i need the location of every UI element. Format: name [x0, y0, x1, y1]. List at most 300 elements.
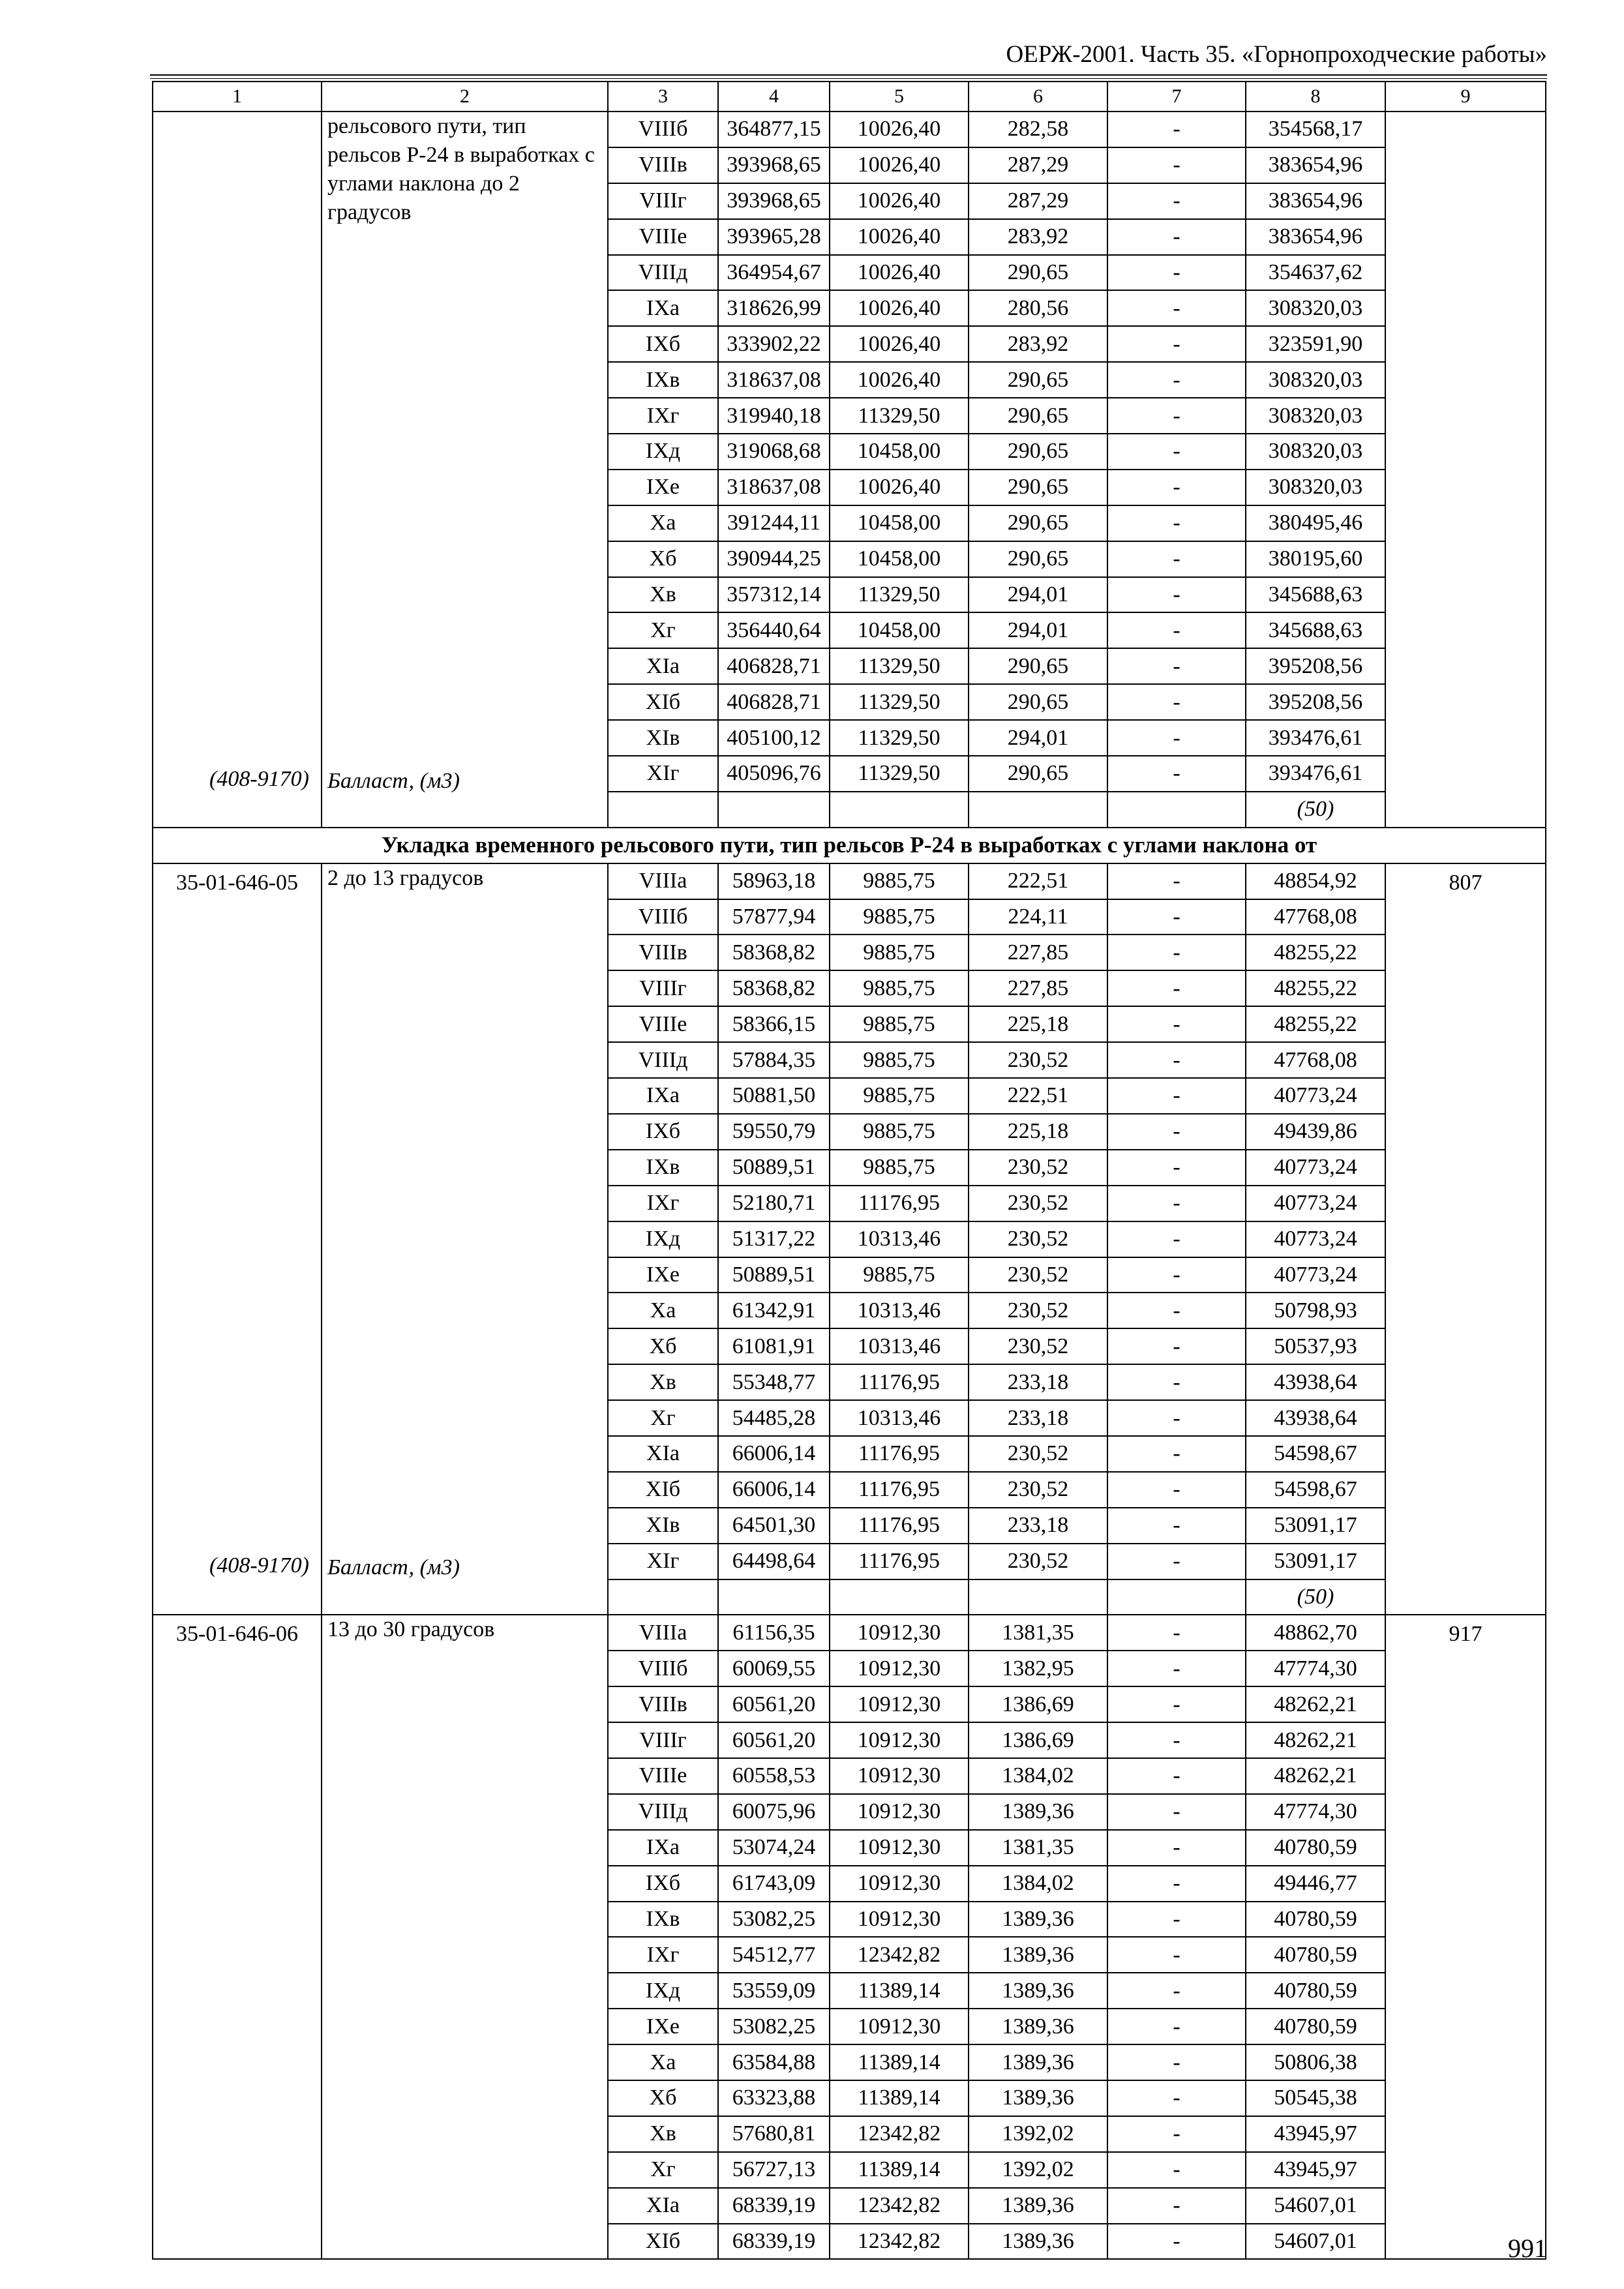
- column-number: 4: [718, 82, 830, 112]
- cell-col-3: XIг: [608, 756, 718, 792]
- cell-col-3: Xг: [608, 2152, 718, 2188]
- cell-col-5: 10026,40: [830, 470, 969, 505]
- cell-col-3: IXг: [608, 398, 718, 434]
- cell-col-4: 60561,20: [718, 1722, 830, 1758]
- cell-col-6: 227,85: [969, 935, 1107, 970]
- cell-col-6: 230,52: [969, 1042, 1107, 1078]
- cell-col-4: 53082,25: [718, 2009, 830, 2044]
- cell-col-7: -: [1107, 2152, 1246, 2188]
- cell-col-6: 1384,02: [969, 1866, 1107, 1902]
- cell-col-3: XIб: [608, 2224, 718, 2260]
- price-cell: [1385, 1615, 1546, 2259]
- column-number: 6: [969, 82, 1107, 112]
- cell-col-3: XIа: [608, 2188, 718, 2224]
- cell-col-7: -: [1107, 219, 1246, 255]
- cell-col-6: 224,11: [969, 899, 1107, 935]
- material-code: (408-9170): [209, 767, 309, 791]
- cell-col-3: Xб: [608, 1328, 718, 1364]
- cell-col-7: -: [1107, 1472, 1246, 1508]
- cell-col-7: -: [1107, 1293, 1246, 1328]
- cell-col-8: 40780,59: [1246, 1830, 1385, 1866]
- cell-col-6: 283,92: [969, 326, 1107, 362]
- cell-col-5: 10458,00: [830, 541, 969, 577]
- cell-col-4: 66006,14: [718, 1436, 830, 1472]
- cell-col-6: 222,51: [969, 863, 1107, 899]
- cell-col-5: 10026,40: [830, 290, 969, 326]
- cell-col-5: 9885,75: [830, 863, 969, 899]
- cell-col-4: 50889,51: [718, 1257, 830, 1293]
- cell-col-7: -: [1107, 1866, 1246, 1902]
- cell-col-6: 1386,69: [969, 1722, 1107, 1758]
- column-number: 8: [1246, 82, 1385, 112]
- cell-col-3: Xв: [608, 2116, 718, 2152]
- table-row: [153, 1615, 1546, 1651]
- cell-col-7: -: [1107, 470, 1246, 505]
- cell-col-8: 50545,38: [1246, 2080, 1385, 2116]
- cell-col-8: 47768,08: [1246, 1042, 1385, 1078]
- cell-col-3: XIа: [608, 1436, 718, 1472]
- cell-col-4: 333902,22: [718, 326, 830, 362]
- cell-col-6: 230,52: [969, 1472, 1107, 1508]
- work-description: рельсового пути, тип рельсов Р-24 в выработках с углами наклона до 2 градусов: [327, 114, 595, 224]
- cell-col-4: 406828,71: [718, 684, 830, 720]
- cell-col-7: -: [1107, 1221, 1246, 1257]
- cell-col-5: 9885,75: [830, 1042, 969, 1078]
- cell-col-5: 11176,95: [830, 1544, 969, 1579]
- cell-col-7: -: [1107, 970, 1246, 1006]
- material-quantity-value: (50): [1297, 797, 1334, 822]
- cell-col-3: Xг: [608, 1400, 718, 1436]
- material-empty-cell: [718, 792, 830, 828]
- cell-col-4: 364954,67: [718, 255, 830, 291]
- cell-col-6: 294,01: [969, 612, 1107, 648]
- rate-code-cell: [153, 863, 322, 1615]
- cell-col-4: 319940,18: [718, 398, 830, 434]
- cell-col-4: 68339,19: [718, 2224, 830, 2260]
- material-name: Балласт, (м3): [327, 769, 460, 793]
- cell-col-8: 40773,24: [1246, 1078, 1385, 1114]
- cell-col-3: IXд: [608, 1973, 718, 2009]
- cell-col-7: -: [1107, 756, 1246, 792]
- cell-col-3: IXе: [608, 470, 718, 505]
- cell-col-5: 11389,14: [830, 2044, 969, 2080]
- cell-col-6: 230,52: [969, 1293, 1107, 1328]
- cell-col-4: 53559,09: [718, 1973, 830, 2009]
- cell-col-5: 9885,75: [830, 1150, 969, 1186]
- cell-col-8: 40773,24: [1246, 1221, 1385, 1257]
- cell-col-3: VIIIа: [608, 1615, 718, 1651]
- cell-col-5: 10912,30: [830, 1830, 969, 1866]
- running-header: ОЕРЖ-2001. Часть 35. «Горнопроходческие работы»: [1006, 41, 1547, 68]
- cell-col-4: 364877,15: [718, 112, 830, 147]
- cell-col-6: 290,65: [969, 398, 1107, 434]
- cell-col-8: 43945,97: [1246, 2116, 1385, 2152]
- cell-col-5: 9885,75: [830, 1078, 969, 1114]
- cell-col-3: IXг: [608, 1186, 718, 1221]
- cell-col-4: 50881,50: [718, 1078, 830, 1114]
- cell-col-8: 393476,61: [1246, 756, 1385, 792]
- cell-col-7: -: [1107, 1758, 1246, 1794]
- cell-col-6: 290,65: [969, 505, 1107, 541]
- cell-col-6: 1389,36: [969, 2080, 1107, 2116]
- price-cell: [1385, 863, 1546, 1615]
- cell-col-5: 11176,95: [830, 1436, 969, 1472]
- material-empty-cell: [1107, 1579, 1246, 1615]
- cell-col-5: 10026,40: [830, 255, 969, 291]
- cell-col-4: 66006,14: [718, 1472, 830, 1508]
- cell-col-8: 49446,77: [1246, 1866, 1385, 1902]
- cell-col-4: 319068,68: [718, 434, 830, 470]
- cell-col-5: 9885,75: [830, 970, 969, 1006]
- cell-col-6: 233,18: [969, 1508, 1107, 1544]
- cell-col-3: IXг: [608, 1937, 718, 1973]
- cell-col-8: 395208,56: [1246, 684, 1385, 720]
- cell-col-8: 395208,56: [1246, 648, 1385, 684]
- unit-price: [1391, 112, 1540, 115]
- work-description-cell: [322, 863, 608, 1615]
- cell-col-8: 345688,63: [1246, 612, 1385, 648]
- cell-col-7: -: [1107, 183, 1246, 219]
- unit-price: 807: [1449, 870, 1482, 895]
- cell-col-4: 63323,88: [718, 2080, 830, 2116]
- cell-col-5: 10458,00: [830, 612, 969, 648]
- cell-col-6: 290,65: [969, 434, 1107, 470]
- material-empty-cell: [830, 792, 969, 828]
- material-empty-cell: [718, 1579, 830, 1615]
- cell-col-5: 11329,50: [830, 684, 969, 720]
- cell-col-7: -: [1107, 1328, 1246, 1364]
- cell-col-3: VIIIб: [608, 1651, 718, 1686]
- cell-col-8: 40773,24: [1246, 1186, 1385, 1221]
- cell-col-5: 11329,50: [830, 577, 969, 613]
- cell-col-6: 233,18: [969, 1364, 1107, 1400]
- rate-code-cell: [153, 1615, 322, 2259]
- cell-col-3: IXд: [608, 1221, 718, 1257]
- cell-col-3: Xг: [608, 612, 718, 648]
- cell-col-4: 61342,91: [718, 1293, 830, 1328]
- cell-col-3: Xа: [608, 505, 718, 541]
- cell-col-5: 10026,40: [830, 183, 969, 219]
- section-title-row: [153, 828, 1546, 863]
- cell-col-3: IXе: [608, 2009, 718, 2044]
- cell-col-6: 1389,36: [969, 2188, 1107, 2224]
- cell-col-4: 393968,65: [718, 183, 830, 219]
- cell-col-6: 283,92: [969, 219, 1107, 255]
- cell-col-7: -: [1107, 612, 1246, 648]
- work-description-cell: [322, 1615, 608, 2259]
- cell-col-4: 64501,30: [718, 1508, 830, 1544]
- cell-col-7: -: [1107, 720, 1246, 756]
- cell-col-8: 50798,93: [1246, 1293, 1385, 1328]
- cell-col-8: 48854,92: [1246, 863, 1385, 899]
- cell-col-8: 54607,01: [1246, 2188, 1385, 2224]
- cell-col-8: 54598,67: [1246, 1436, 1385, 1472]
- rates-table: [152, 81, 1546, 2260]
- cell-col-3: Xа: [608, 1293, 718, 1328]
- cell-col-5: 11176,95: [830, 1186, 969, 1221]
- cell-col-7: -: [1107, 648, 1246, 684]
- cell-col-8: 383654,96: [1246, 147, 1385, 183]
- cell-col-3: VIIIв: [608, 1686, 718, 1722]
- cell-col-6: 290,65: [969, 362, 1107, 398]
- cell-col-7: -: [1107, 1006, 1246, 1042]
- material-empty-cell: [1107, 792, 1246, 828]
- material-quantity: [1246, 792, 1385, 828]
- cell-col-5: 11176,95: [830, 1508, 969, 1544]
- cell-col-8: 54607,01: [1246, 2224, 1385, 2260]
- cell-col-4: 53074,24: [718, 1830, 830, 1866]
- column-number: 1: [153, 82, 322, 112]
- cell-col-4: 50889,51: [718, 1150, 830, 1186]
- cell-col-6: 282,58: [969, 112, 1107, 147]
- cell-col-6: 1389,36: [969, 2009, 1107, 2044]
- cell-col-6: 1389,36: [969, 1937, 1107, 1973]
- rate-code: 35-01-646-06: [176, 1622, 298, 1647]
- cell-col-8: 48255,22: [1246, 1006, 1385, 1042]
- cell-col-3: IXв: [608, 1150, 718, 1186]
- cell-col-4: 318637,08: [718, 470, 830, 505]
- cell-col-8: 48262,21: [1246, 1758, 1385, 1794]
- cell-col-3: IXа: [608, 1078, 718, 1114]
- cell-col-7: -: [1107, 290, 1246, 326]
- cell-col-3: VIIIд: [608, 1042, 718, 1078]
- cell-col-5: 10026,40: [830, 219, 969, 255]
- cell-col-3: VIIIе: [608, 1006, 718, 1042]
- cell-col-6: 1389,36: [969, 1973, 1107, 2009]
- cell-col-5: 9885,75: [830, 899, 969, 935]
- cell-col-4: 393968,65: [718, 147, 830, 183]
- cell-col-6: 225,18: [969, 1114, 1107, 1150]
- cell-col-8: 308320,03: [1246, 434, 1385, 470]
- cell-col-7: -: [1107, 1722, 1246, 1758]
- cell-col-7: -: [1107, 2080, 1246, 2116]
- cell-col-6: 230,52: [969, 1186, 1107, 1221]
- header-rule-thick: [150, 74, 1547, 76]
- cell-col-6: 230,52: [969, 1436, 1107, 1472]
- cell-col-8: 308320,03: [1246, 362, 1385, 398]
- cell-col-3: VIIIе: [608, 219, 718, 255]
- work-description: 13 до 30 градусов: [327, 1617, 495, 1642]
- cell-col-7: -: [1107, 1651, 1246, 1686]
- cell-col-6: 287,29: [969, 147, 1107, 183]
- cell-col-3: VIIIг: [608, 183, 718, 219]
- cell-col-4: 55348,77: [718, 1364, 830, 1400]
- cell-col-3: VIIIб: [608, 899, 718, 935]
- cell-col-8: 47774,30: [1246, 1651, 1385, 1686]
- cell-col-3: XIг: [608, 1544, 718, 1579]
- cell-col-3: Xв: [608, 577, 718, 613]
- cell-col-5: 11329,50: [830, 720, 969, 756]
- cell-col-3: IXа: [608, 290, 718, 326]
- cell-col-6: 290,65: [969, 470, 1107, 505]
- cell-col-7: -: [1107, 1686, 1246, 1722]
- cell-col-4: 357312,14: [718, 577, 830, 613]
- cell-col-4: 405096,76: [718, 756, 830, 792]
- cell-col-3: VIIIе: [608, 1758, 718, 1794]
- cell-col-3: XIб: [608, 1472, 718, 1508]
- cell-col-7: -: [1107, 1436, 1246, 1472]
- cell-col-3: VIIIд: [608, 255, 718, 291]
- cell-col-7: -: [1107, 1615, 1246, 1651]
- cell-col-5: 10026,40: [830, 362, 969, 398]
- cell-col-4: 59550,79: [718, 1114, 830, 1150]
- cell-col-3: Xб: [608, 2080, 718, 2116]
- cell-col-7: -: [1107, 1508, 1246, 1544]
- cell-col-7: -: [1107, 255, 1246, 291]
- cell-col-8: 50806,38: [1246, 2044, 1385, 2080]
- cell-col-8: 323591,90: [1246, 326, 1385, 362]
- cell-col-7: -: [1107, 1973, 1246, 2009]
- cell-col-6: 1389,36: [969, 2224, 1107, 2260]
- cell-col-7: -: [1107, 1794, 1246, 1830]
- cell-col-8: 43945,97: [1246, 2152, 1385, 2188]
- cell-col-7: -: [1107, 1114, 1246, 1150]
- cell-col-7: -: [1107, 2188, 1246, 2224]
- header-rule-thin: [150, 78, 1547, 79]
- cell-col-5: 11329,50: [830, 398, 969, 434]
- cell-col-3: IXб: [608, 1114, 718, 1150]
- cell-col-7: -: [1107, 1257, 1246, 1293]
- cell-col-5: 9885,75: [830, 1006, 969, 1042]
- cell-col-4: 58368,82: [718, 970, 830, 1006]
- cell-col-5: 10912,30: [830, 1651, 969, 1686]
- cell-col-3: VIIIв: [608, 935, 718, 970]
- column-number: 3: [608, 82, 718, 112]
- cell-col-4: 390944,25: [718, 541, 830, 577]
- cell-col-3: VIIIг: [608, 1722, 718, 1758]
- cell-col-6: 290,65: [969, 756, 1107, 792]
- cell-col-7: -: [1107, 147, 1246, 183]
- cell-col-4: 391244,11: [718, 505, 830, 541]
- cell-col-7: -: [1107, 1364, 1246, 1400]
- cell-col-8: 380195,60: [1246, 541, 1385, 577]
- unit-price: 917: [1449, 1622, 1482, 1647]
- cell-col-4: 68339,19: [718, 2188, 830, 2224]
- cell-col-4: 356440,64: [718, 612, 830, 648]
- cell-col-5: 11389,14: [830, 2080, 969, 2116]
- cell-col-5: 10313,46: [830, 1328, 969, 1364]
- cell-col-4: 54512,77: [718, 1937, 830, 1973]
- cell-col-5: 10026,40: [830, 112, 969, 147]
- material-empty-cell: [969, 792, 1107, 828]
- cell-col-3: IXд: [608, 434, 718, 470]
- material-empty-cell: [608, 792, 718, 828]
- material-quantity-value: (50): [1297, 1584, 1334, 1609]
- cell-col-4: 60558,53: [718, 1758, 830, 1794]
- cell-col-4: 63584,88: [718, 2044, 830, 2080]
- cell-col-8: 308320,03: [1246, 470, 1385, 505]
- cell-col-3: IXв: [608, 362, 718, 398]
- cell-col-8: 43938,64: [1246, 1400, 1385, 1436]
- material-code: (408-9170): [209, 1553, 309, 1578]
- cell-col-4: 393965,28: [718, 219, 830, 255]
- cell-col-4: 318626,99: [718, 290, 830, 326]
- cell-col-7: -: [1107, 505, 1246, 541]
- cell-col-8: 308320,03: [1246, 290, 1385, 326]
- cell-col-6: 230,52: [969, 1221, 1107, 1257]
- cell-col-8: 40773,24: [1246, 1257, 1385, 1293]
- cell-col-4: 60075,96: [718, 1794, 830, 1830]
- cell-col-7: -: [1107, 935, 1246, 970]
- cell-col-7: -: [1107, 1400, 1246, 1436]
- price-cell: [1385, 112, 1546, 828]
- cell-col-7: -: [1107, 1186, 1246, 1221]
- cell-col-6: 290,65: [969, 648, 1107, 684]
- table-row: [153, 863, 1546, 899]
- cell-col-6: 1392,02: [969, 2152, 1107, 2188]
- cell-col-8: 308320,03: [1246, 398, 1385, 434]
- cell-col-8: 354637,62: [1246, 255, 1385, 291]
- cell-col-7: -: [1107, 1902, 1246, 1937]
- cell-col-3: IXв: [608, 1902, 718, 1937]
- cell-col-8: 345688,63: [1246, 577, 1385, 613]
- cell-col-4: 58963,18: [718, 863, 830, 899]
- material-quantity: [1246, 1579, 1385, 1615]
- cell-col-3: IXе: [608, 1257, 718, 1293]
- cell-col-5: 10912,30: [830, 1722, 969, 1758]
- cell-col-8: 40780,59: [1246, 1937, 1385, 1973]
- cell-col-4: 64498,64: [718, 1544, 830, 1579]
- cell-col-8: 43938,64: [1246, 1364, 1385, 1400]
- cell-col-6: 280,56: [969, 290, 1107, 326]
- cell-col-3: IXб: [608, 326, 718, 362]
- cell-col-8: 40773,24: [1246, 1150, 1385, 1186]
- cell-col-5: 11389,14: [830, 1973, 969, 2009]
- cell-col-3: XIв: [608, 1508, 718, 1544]
- cell-col-3: IXб: [608, 1866, 718, 1902]
- column-number: 5: [830, 82, 969, 112]
- cell-col-4: 53082,25: [718, 1902, 830, 1937]
- cell-col-7: -: [1107, 1078, 1246, 1114]
- cell-col-5: 10912,30: [830, 1902, 969, 1937]
- cell-col-7: -: [1107, 2224, 1246, 2260]
- cell-col-8: 40780,59: [1246, 1902, 1385, 1937]
- cell-col-6: 1381,35: [969, 1830, 1107, 1866]
- cell-col-5: 10458,00: [830, 434, 969, 470]
- cell-col-5: 10458,00: [830, 505, 969, 541]
- cell-col-7: -: [1107, 577, 1246, 613]
- cell-col-3: XIв: [608, 720, 718, 756]
- cell-col-6: 1389,36: [969, 2044, 1107, 2080]
- cell-col-4: 61081,91: [718, 1328, 830, 1364]
- cell-col-6: 1384,02: [969, 1758, 1107, 1794]
- cell-col-8: 354568,17: [1246, 112, 1385, 147]
- cell-col-8: 40780,59: [1246, 2009, 1385, 2044]
- cell-col-8: 48862,70: [1246, 1615, 1385, 1651]
- cell-col-4: 405100,12: [718, 720, 830, 756]
- material-empty-cell: [830, 1579, 969, 1615]
- cell-col-4: 51317,22: [718, 1221, 830, 1257]
- cell-col-8: 53091,17: [1246, 1544, 1385, 1579]
- cell-col-7: -: [1107, 112, 1246, 147]
- cell-col-7: -: [1107, 1937, 1246, 1973]
- cell-col-3: Xб: [608, 541, 718, 577]
- cell-col-8: 383654,96: [1246, 183, 1385, 219]
- cell-col-5: 12342,82: [830, 1937, 969, 1973]
- cell-col-6: 227,85: [969, 970, 1107, 1006]
- cell-col-6: 230,52: [969, 1544, 1107, 1579]
- cell-col-6: 230,52: [969, 1150, 1107, 1186]
- cell-col-6: 1382,95: [969, 1651, 1107, 1686]
- cell-col-8: 49439,86: [1246, 1114, 1385, 1150]
- rate-code: 35-01-646-05: [176, 870, 298, 895]
- cell-col-7: -: [1107, 2116, 1246, 2152]
- cell-col-8: 47774,30: [1246, 1794, 1385, 1830]
- cell-col-4: 56727,13: [718, 2152, 830, 2188]
- cell-col-7: -: [1107, 1830, 1246, 1866]
- cell-col-6: 233,18: [969, 1400, 1107, 1436]
- cell-col-7: -: [1107, 1544, 1246, 1579]
